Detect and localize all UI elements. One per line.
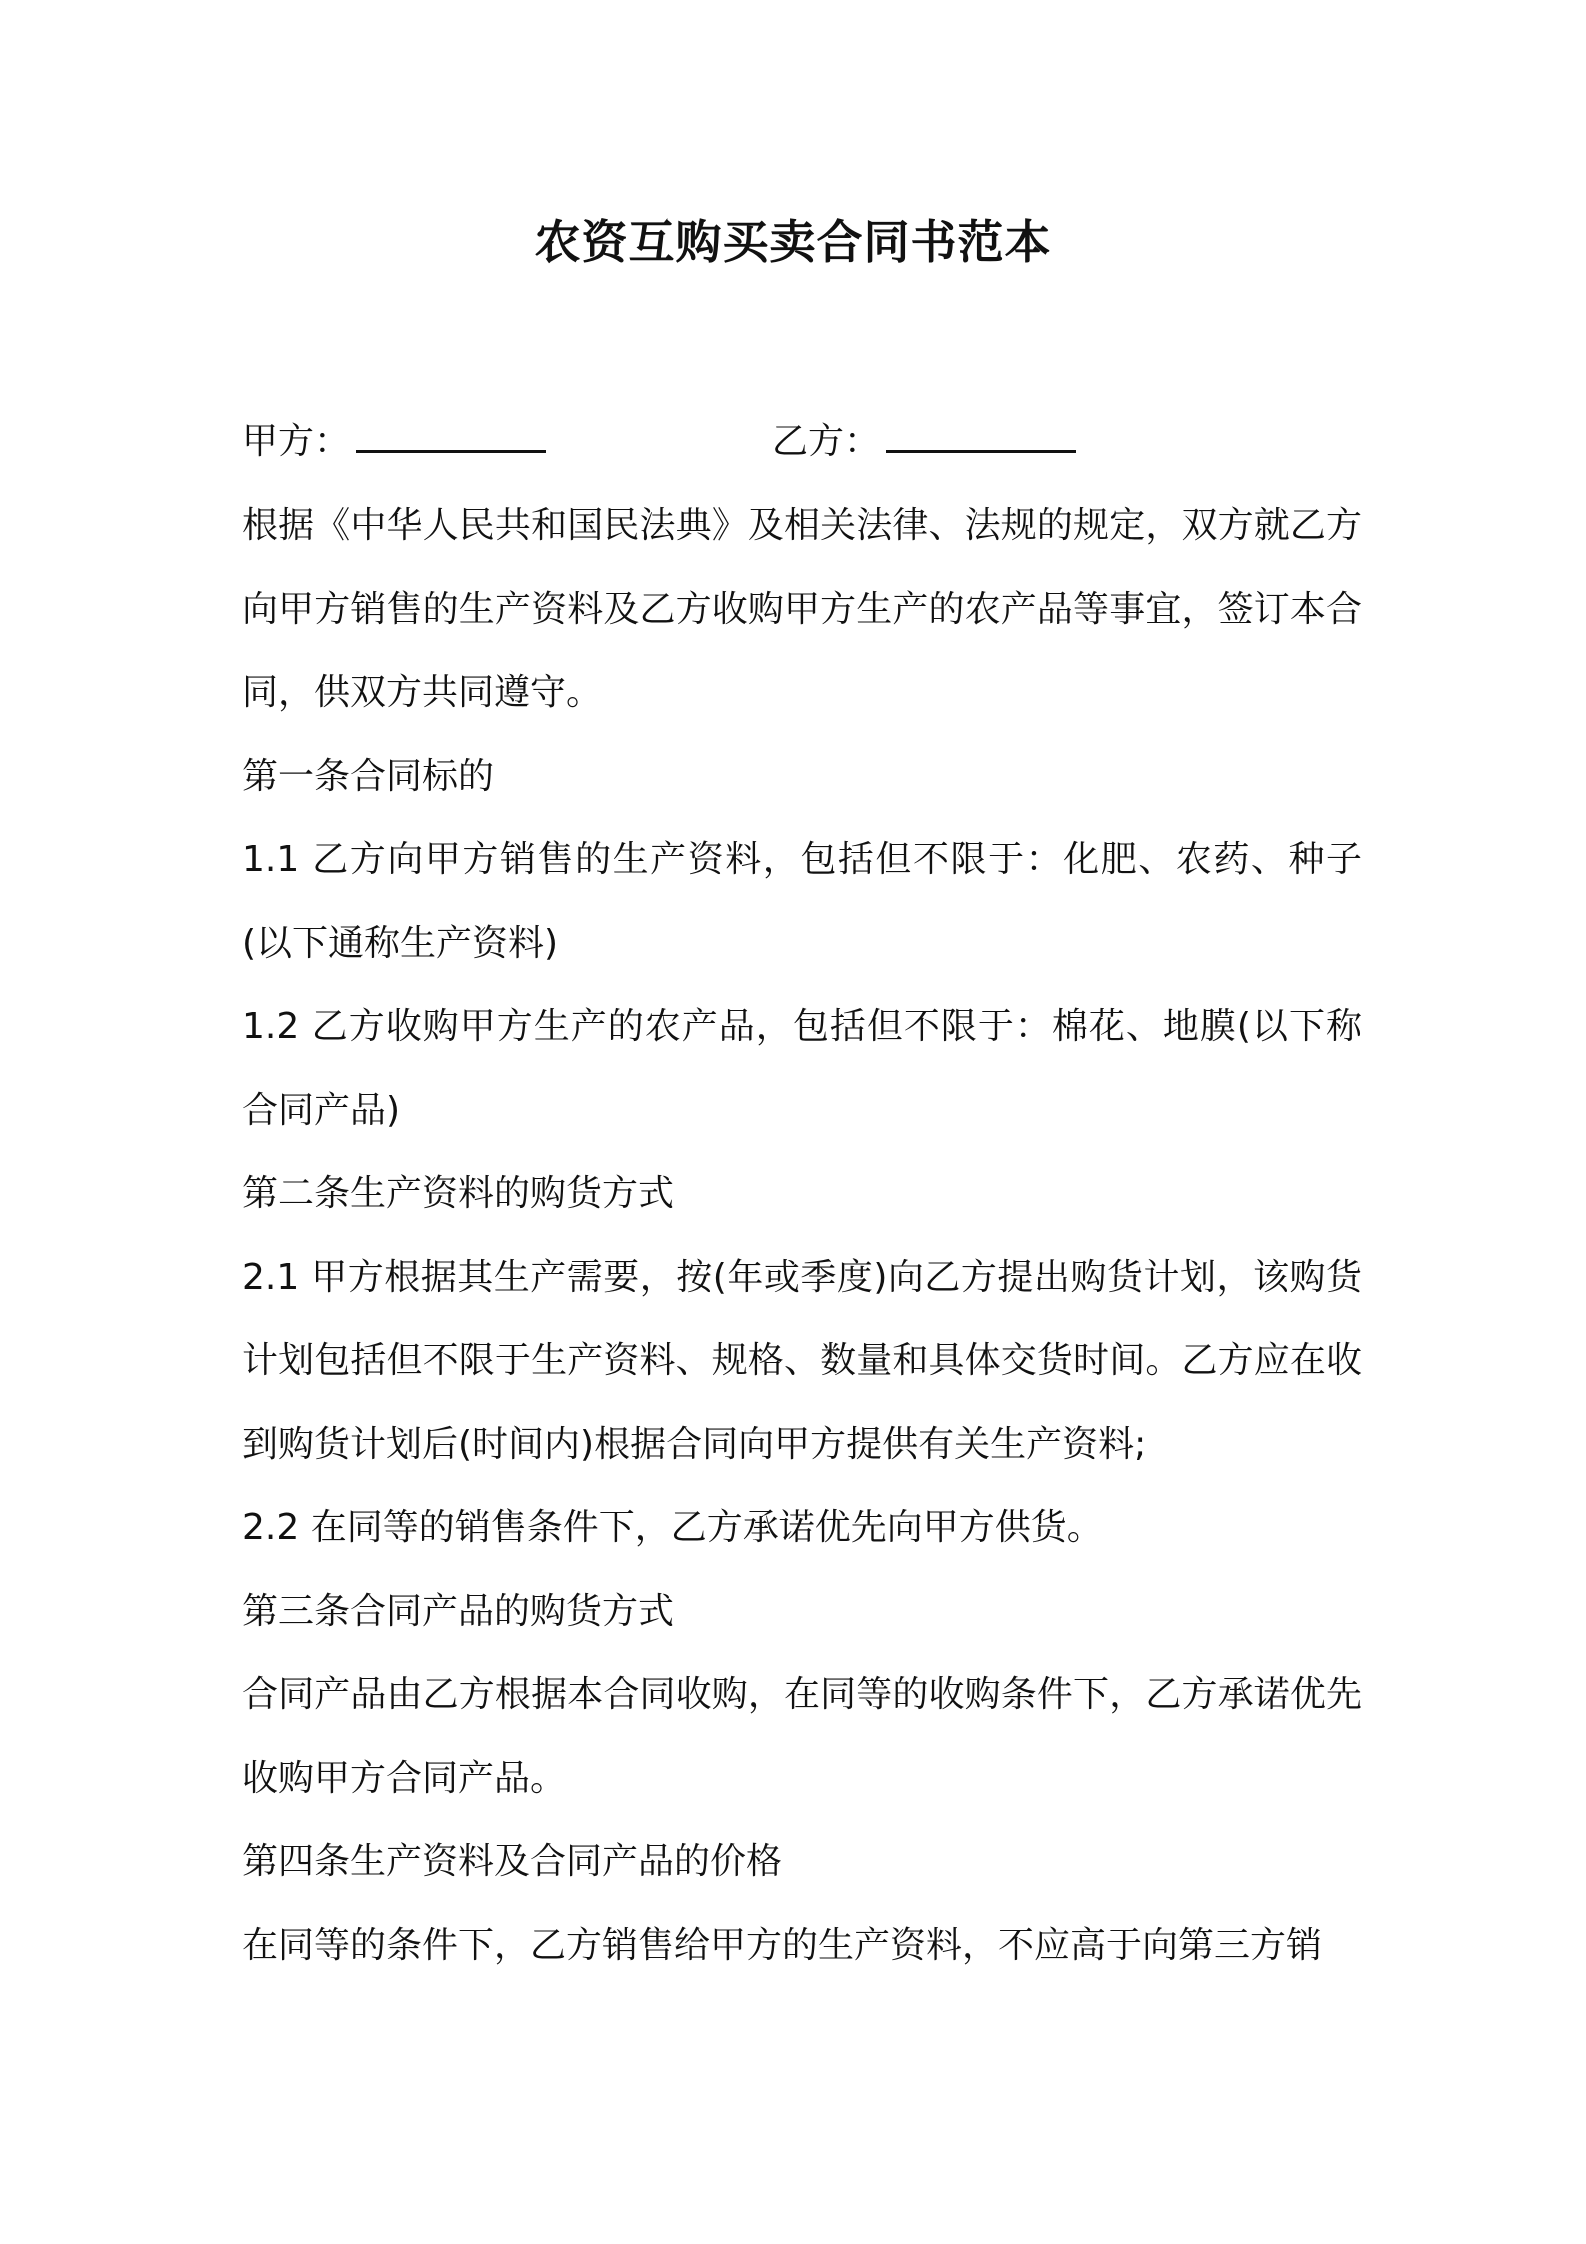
preamble-paragraph: 根据《中华人民共和国民法典》及相关法律、法规的规定，双方就乙方向甲方销售的生产资料及乙方收购甲方生产的农产品等事宜，签订本合同，供双方共同遵守。 — [242, 505, 1362, 713]
article-4-heading: 第四条生产资料及合同产品的价格 — [242, 1841, 783, 1882]
party-b — [772, 406, 1076, 474]
article-3-heading: 第三条合同产品的购货方式 — [242, 1590, 675, 1632]
parties-line — [242, 406, 1362, 470]
article-1-heading: 第一条合同标的 — [242, 755, 495, 797]
article-4-paragraph: 在同等的条件下，乙方销售给甲方的生产资料，不应高于向第三方销 — [242, 1924, 1323, 1966]
clause-2-2: 2.2 在同等的销售条件下，乙方承诺优先向甲方供货。 — [242, 1507, 1103, 1548]
article-3-paragraph: 合同产品由乙方根据本合同收购，在同等的收购条件下，乙方承诺优先收购甲方合同产品。 — [242, 1674, 1362, 1799]
party-b-label: 乙方： — [772, 421, 881, 462]
document-body — [242, 484, 1362, 1987]
clause-1-2: 1.2 乙方收购甲方生产的农产品，包括但不限于：棉花、地膜(以下称合同产品) — [242, 1006, 1362, 1131]
document-title: 农资互购买卖合同书范本 — [534, 215, 1052, 269]
clause-2-1: 2.1 甲方根据其生产需要，按(年或季度)向乙方提出购货计划，该购货计划包括但不限于生产资料、规格、数量和具体交货时间。乙方应在收到购货计划后(时间内)根据合同向甲方提供有关生产资料; — [242, 1256, 1362, 1465]
article-2-heading: 第二条生产资料的购货方式 — [242, 1173, 675, 1214]
clause-1-1: 1.1 乙方向甲方销售的生产资料，包括但不限于：化肥、农药、种子(以下通称生产资料) — [242, 839, 1362, 964]
party-a-label: 甲方： — [242, 421, 351, 462]
party-b-blank — [886, 406, 1076, 453]
party-a — [242, 406, 546, 474]
party-a-blank — [356, 406, 546, 453]
